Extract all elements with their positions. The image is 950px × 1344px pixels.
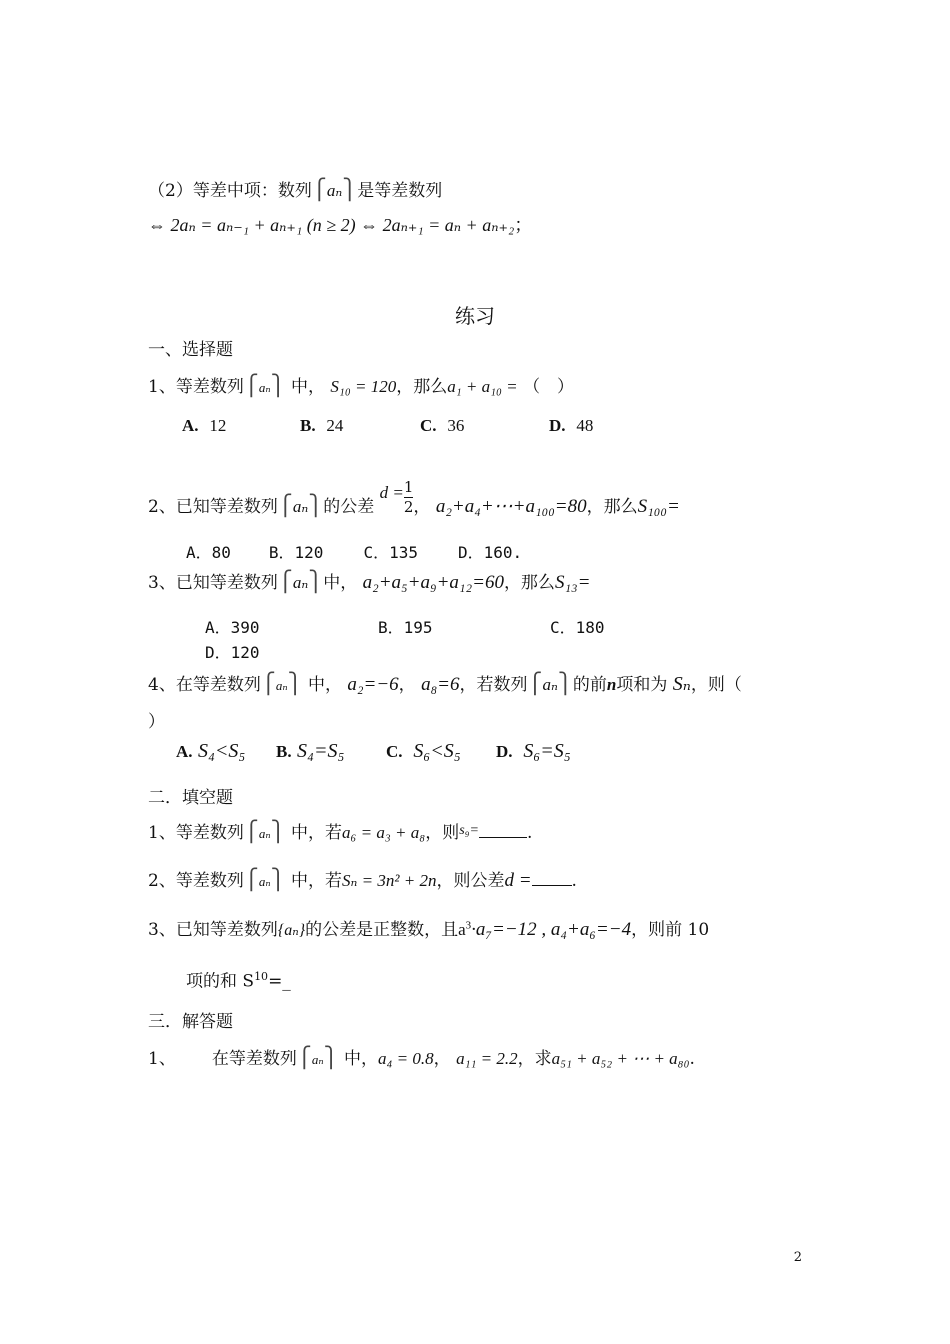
q4-option-d: D. S₆=S₅	[496, 740, 571, 762]
answer-blank	[532, 871, 572, 886]
expression-a1-a10: a₁ + a₁₀ =	[447, 377, 518, 396]
intro-formula: ⇔ 2aₙ = aₙ₋₁ + aₙ₊₁ (n ≥ 2) ⇔ 2aₙ₊₁ = aₙ + aₙ₊₂；	[148, 215, 533, 235]
q1-option-c: C. 36	[420, 416, 465, 435]
solve-1: 1、 在等差数列⎧aₙ⎫ 中，a₄ = 0.8， a₁₁ = 2.2，求a₅₁ + a₅₂ + ⋯ + a₈₀.	[148, 1047, 695, 1069]
q3-option-a: A．390	[205, 618, 260, 637]
section-solve: 三．解答题	[148, 1012, 233, 1032]
q1-option-d: D. 48	[549, 416, 594, 435]
question-4: 4、在等差数列⎧aₙ⎫ 中， a₂=−6， a₈=6，若数列⎧aₙ⎫的前n项和为 Sₙ，则（	[148, 673, 742, 695]
q2-option-d: D．160.	[458, 543, 523, 562]
sequence-symbol: ⎧aₙ⎫	[311, 179, 358, 201]
fill-3: 3、已知等差数列{aₙ}的公差是正整数，且$a^3\cdot a_7=-12$ , a₄+a₆=−4，则前 10	[148, 919, 710, 940]
fraction-one-half: $\frac{1}{2}$	[403, 478, 414, 516]
q3-option-c: C．180	[550, 618, 605, 637]
q4-option-c: C. S₆<S₅	[386, 740, 461, 762]
q2-options	[186, 540, 522, 563]
q2-option-a: A．80	[186, 543, 231, 562]
question-2: 2、已知等差数列⎧aₙ⎫的公差 d = $\frac{1}{2}$ ， a₂+a₄+⋯+a₁₀₀=80，那么S₁₀₀=	[148, 478, 680, 517]
section-fill: 二．填空题	[148, 788, 233, 808]
condition-s10: S₁₀ = 120	[330, 377, 397, 396]
q4-option-b: B. S₄=S₅	[276, 740, 345, 762]
q4-option-a: A. S₄<S₅	[176, 740, 246, 762]
page-number: 2	[793, 1250, 802, 1265]
q2-option-b: B．120	[268, 543, 324, 562]
answer-blank	[479, 823, 527, 838]
q2-option-c: C．135	[363, 543, 418, 562]
section-choice: 一、选择题	[148, 340, 233, 360]
q3-option-b: B．195	[378, 618, 433, 637]
intro-line-1: （2）等差中项：数列⎧aₙ⎫是等差数列	[148, 179, 443, 201]
fill-3-line-2: 项的和 $S^{10}=\_$	[186, 970, 291, 992]
q1-option-b: B. 24	[300, 416, 344, 435]
question-3: 3、已知等差数列⎧aₙ⎫中， a₂+a₅+a₉+a₁₂=60，那么S₁₃=	[148, 571, 591, 593]
q1-option-a: A. 12	[182, 416, 227, 435]
question-4-close: ）	[148, 712, 165, 732]
page-title: 练习	[455, 304, 495, 328]
fill-1: 1、等差数列⎧aₙ⎫ 中，若a₆ = a₃ + a₈，则$^{s_9=}$ .	[148, 821, 533, 843]
question-1: 1、等差数列⎧aₙ⎫ 中， S₁₀ = 120，那么a₁ + a₁₀ = （ ）	[148, 375, 575, 397]
q3-option-d: D．120	[205, 643, 260, 662]
fill-2: 2、等差数列⎧aₙ⎫ 中，若Sₙ = 3n² + 2n，则公差d = .	[148, 869, 577, 891]
